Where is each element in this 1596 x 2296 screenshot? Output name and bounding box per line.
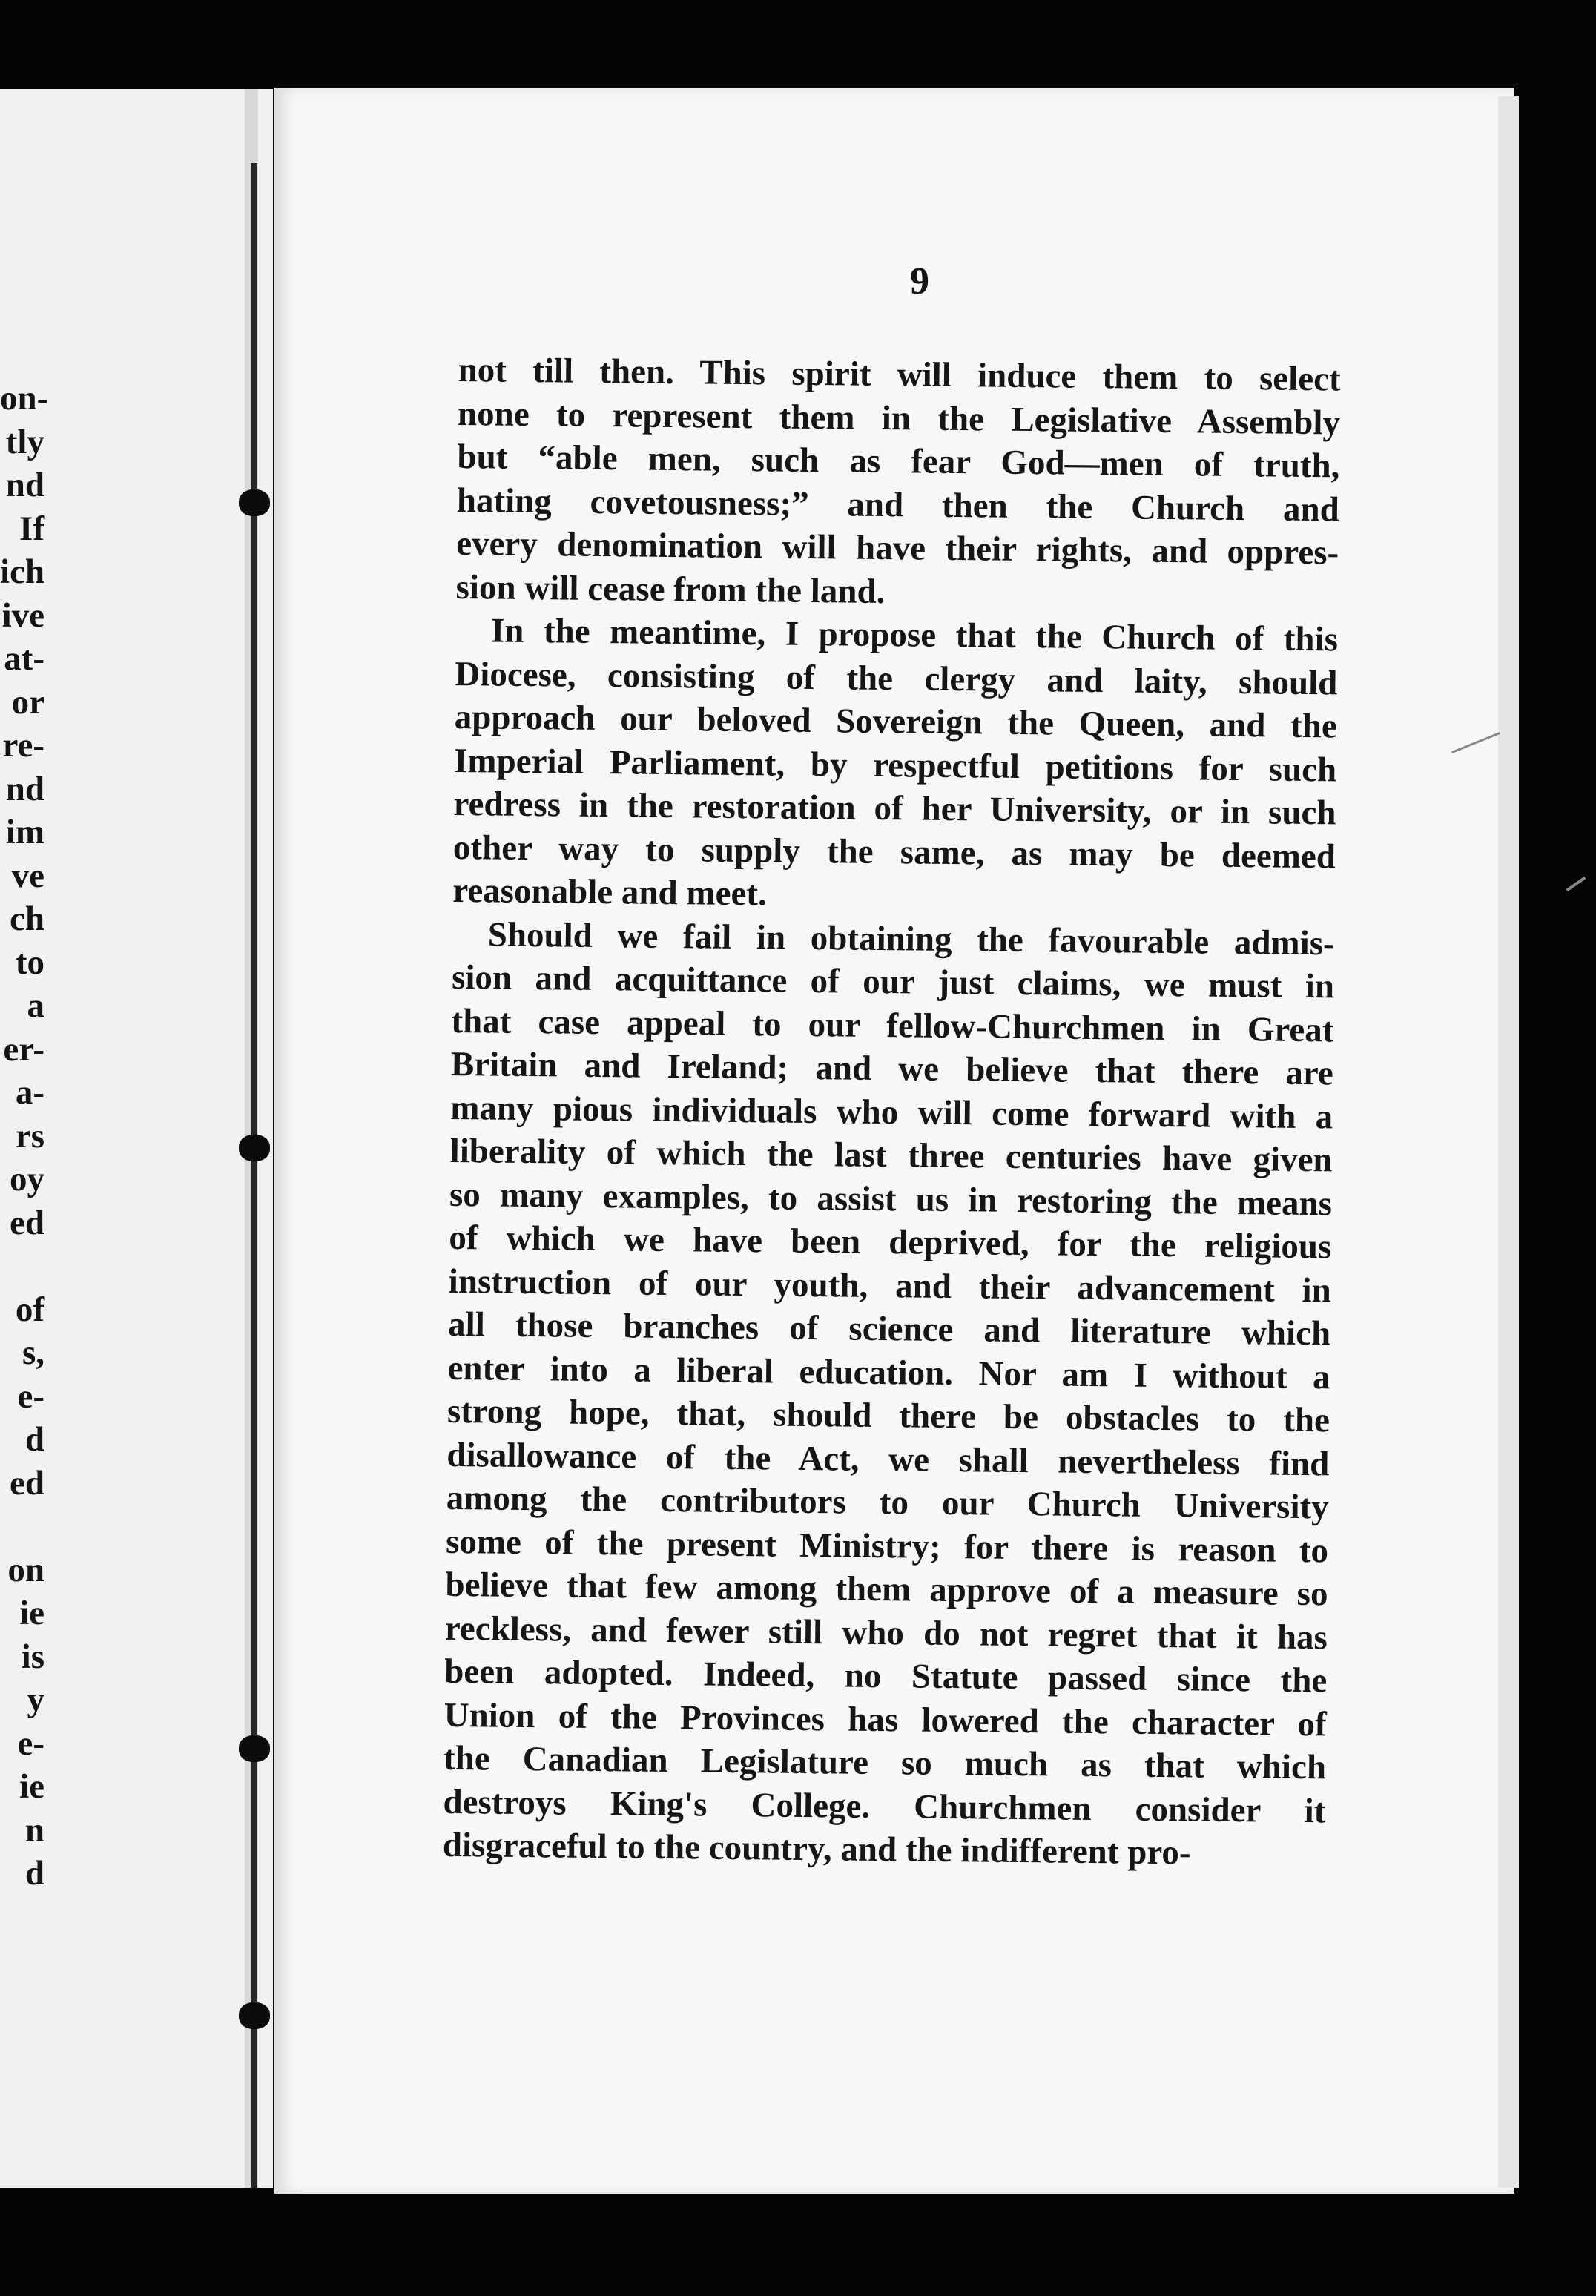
binding-knot xyxy=(239,1135,270,1161)
text-line: enter into a liberal education. Nor am I without a xyxy=(447,1348,1330,1396)
left-fragment: e- xyxy=(17,1723,44,1763)
text-line: In the meantime, I propose that the Church of this xyxy=(490,611,1339,659)
binding-knot xyxy=(239,2002,270,2029)
page-number: 9 xyxy=(910,260,929,303)
left-fragment: on- xyxy=(0,379,49,418)
left-fragment: e- xyxy=(17,1376,44,1416)
text-line: Britain and Ireland; and we believe that there are xyxy=(450,1044,1334,1093)
text-line: strong hope, that, should there be obstacles to the xyxy=(446,1391,1330,1440)
left-fragment xyxy=(0,1244,44,1288)
left-fragment: on xyxy=(7,1550,44,1589)
left-fragment: of xyxy=(15,1290,44,1329)
left-fragment: im xyxy=(5,813,44,851)
page-edge xyxy=(1498,96,1519,2188)
left-fragment: or xyxy=(11,682,44,722)
text-line: so many examples, to assist us in restoring the means xyxy=(449,1175,1333,1223)
text-line: Imperial Parliament, by respectful petitions for such xyxy=(453,741,1337,789)
left-fragment: ie xyxy=(19,1594,44,1632)
left-fragment: n xyxy=(24,1810,44,1850)
text-line: not till then. This spirit will induce them to select xyxy=(458,350,1341,399)
left-fragment: ed xyxy=(10,1203,44,1242)
left-fragment: er- xyxy=(3,1029,44,1069)
text-line: none to represent them in the Legislative Assembly xyxy=(457,394,1341,442)
text-line: Union of the Provinces has lowered the character of xyxy=(443,1695,1327,1744)
text-line: sion and acquittance of our just claims, we must in xyxy=(451,957,1335,1006)
text-line: destroys King's College. Churchmen consider it xyxy=(443,1782,1326,1830)
left-fragment: ie xyxy=(19,1767,44,1806)
left-fragment: d xyxy=(24,1854,44,1893)
text-line: all those branches of science and literature which xyxy=(447,1304,1331,1353)
left-fragment: tly xyxy=(5,422,44,461)
text-line: believe that few among them approve of a measure so xyxy=(445,1565,1328,1614)
text-line: hating covetousness;” and then the Church and xyxy=(456,481,1340,529)
text-line: many pious individuals who will come forward with a xyxy=(450,1088,1333,1136)
text-line: but “able men, such as fear God—men of truth, xyxy=(457,437,1340,486)
left-fragment: nd xyxy=(5,769,44,808)
left-page-text-fragments xyxy=(0,377,49,1896)
binding-knot xyxy=(239,1735,270,1762)
text-line: Diocese, consisting of the clergy and laity, should xyxy=(455,654,1338,702)
left-fragment: ed xyxy=(10,1463,44,1502)
left-fragment: oy xyxy=(10,1160,44,1198)
text-line: approach our beloved Sovereign the Queen, and the xyxy=(454,697,1338,746)
scan-mark xyxy=(1566,877,1586,891)
left-fragment: nd xyxy=(5,466,44,504)
text-line: of which we have been deprived, for the religious xyxy=(449,1218,1332,1267)
left-fragment: ich xyxy=(0,552,45,591)
text-line: some of the present Ministry; for there is reason to xyxy=(445,1522,1329,1570)
left-fragment: a- xyxy=(15,1073,44,1112)
left-fragment: d xyxy=(24,1420,44,1459)
text-line: other way to supply the same, as may be deemed xyxy=(452,828,1336,876)
left-fragment: ch xyxy=(10,900,44,938)
text-line: sion will cease from the land. xyxy=(455,567,886,611)
binding-knot xyxy=(239,489,270,516)
left-fragment: to xyxy=(15,943,44,982)
left-fragment: a xyxy=(27,986,44,1025)
gutter-fold-line xyxy=(251,163,257,2188)
text-line: been adopted. Indeed, no Statute passed since the xyxy=(444,1652,1328,1700)
text-line: Should we fail in obtaining the favourable admis- xyxy=(487,914,1335,963)
left-fragment: is xyxy=(21,1637,44,1676)
left-fragment: at- xyxy=(4,639,44,678)
left-fragment: ive xyxy=(1,596,44,635)
text-line: instruction of our youth, and their advancement in xyxy=(448,1261,1332,1310)
text-line: reasonable and meet. xyxy=(452,871,768,914)
left-fragment xyxy=(0,1505,44,1548)
text-line: disallowance of the Act, we shall nevertheless find xyxy=(446,1435,1330,1483)
text-line: redress in the restoration of her University, or in such xyxy=(453,784,1336,833)
left-fragment: y xyxy=(27,1680,44,1719)
left-fragment: ve xyxy=(11,856,44,895)
text-line: that case appeal to our fellow-Churchmen in Great xyxy=(451,1001,1334,1049)
left-fragment: If xyxy=(19,509,44,548)
left-fragment: rs xyxy=(15,1116,44,1155)
text-line: the Canadian Legislature so much as that which xyxy=(443,1738,1327,1787)
left-fragment: s, xyxy=(22,1333,44,1372)
page-body-text xyxy=(443,349,1341,1876)
text-line: reckless, and fewer still who do not regret that it has xyxy=(444,1609,1328,1657)
text-line: among the contributors to our Church University xyxy=(446,1478,1329,1527)
text-line: disgraceful to the country, and the indifferent pro- xyxy=(442,1825,1191,1873)
text-line: liberality of which the last three centuries have given xyxy=(449,1131,1333,1180)
text-line: every denomination will have their rights, and oppres- xyxy=(455,524,1339,573)
left-fragment: re- xyxy=(2,726,44,765)
